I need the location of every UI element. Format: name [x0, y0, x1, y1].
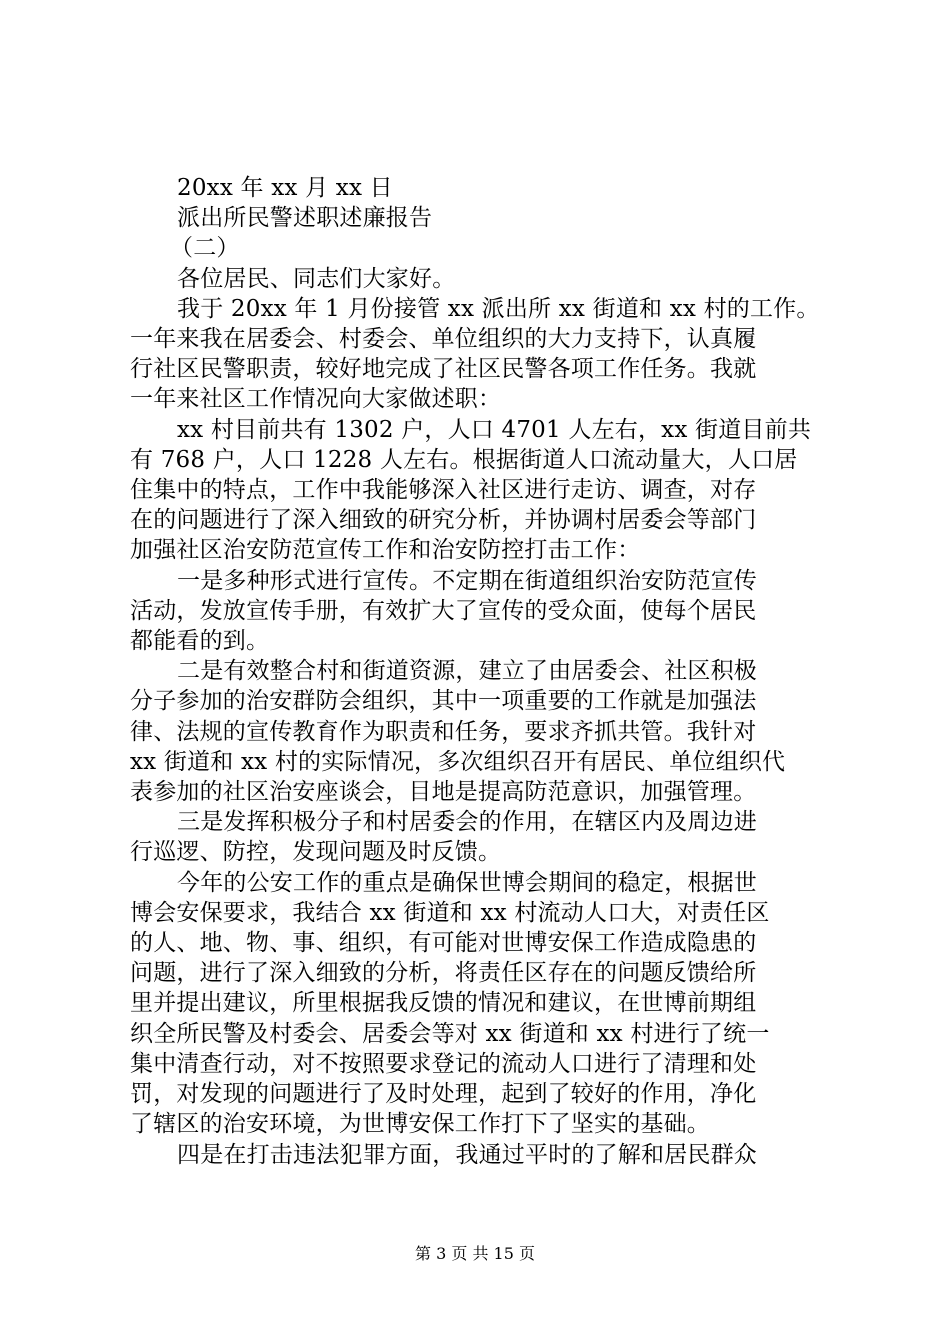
paragraph-line: 在的问题进行了深入细致的研究分析，并协调村居委会等部门: [130, 507, 757, 534]
paragraph-line: xx 街道和 xx 村的实际情况，多次组织召开有居民、单位组织代: [130, 748, 786, 775]
paragraph-line: xx 村目前共有 1302 户，人口 4701 人左右，xx 街道目前共: [177, 416, 812, 443]
paragraph-line: 我于 20xx 年 1 月份接管 xx 派出所 xx 街道和 xx 村的工作。: [177, 295, 820, 322]
paragraph-line: 三是发挥积极分子和村居委会的作用，在辖区内及周边进: [177, 809, 757, 836]
paragraph-line: 都能看的到。: [130, 628, 270, 655]
date-line: 20xx 年 xx 月 xx 日: [177, 175, 393, 201]
page-number-footer: 第 3 页 共 15 页: [415, 1244, 535, 1263]
paragraph-line: 律、法规的宣传教育作为职责和任务，要求齐抓共管。我针对: [130, 718, 757, 745]
paragraph-line: 一年来我在居委会、村委会、单位组织的大力支持下，认真履: [130, 326, 757, 353]
paragraph-line: 活动，发放宣传手册，有效扩大了宣传的受众面，使每个居民: [130, 597, 757, 624]
paragraph-line: 分子参加的治安群防会组织，其中一项重要的工作就是加强法: [130, 688, 757, 715]
paragraph-line: 问题，进行了深入细致的分析，将责任区存在的问题反馈给所: [130, 960, 757, 987]
document-title: 派出所民警述职述廉报告: [177, 205, 433, 232]
paragraph-line: 里并提出建议，所里根据我反馈的情况和建议，在世博前期组: [130, 990, 757, 1017]
paragraph-line: 今年的公安工作的重点是确保世博会期间的稳定，根据世: [177, 869, 757, 896]
paragraph-line: 集中清查行动，对不按照要求登记的流动人口进行了清理和处: [130, 1050, 757, 1077]
paragraph-line: 住集中的特点，工作中我能够深入社区进行走访、调查，对存: [130, 477, 757, 504]
document-body: [130, 173, 819, 1170]
paragraph-line: 加强社区治安防范宣传工作和治安防控打击工作：: [130, 537, 641, 564]
paragraph-line: 罚，对发现的问题进行了及时处理，起到了较好的作用，净化: [130, 1081, 757, 1108]
paragraph-line: 行巡逻、防控，发现问题及时反馈。: [130, 839, 502, 866]
paragraph-line: 了辖区的治安环境，为世博安保工作打下了坚实的基础。: [130, 1111, 710, 1138]
paragraph-line: 织全所民警及村委会、居委会等对 xx 街道和 xx 村进行了统一: [130, 1020, 770, 1047]
paragraph-line: 博会安保要求，我结合 xx 街道和 xx 村流动人口大，对责任区: [130, 899, 770, 926]
greeting-line: 各位居民、同志们大家好。: [177, 265, 456, 292]
section-number: （二）: [170, 235, 240, 262]
paragraph-line: 行社区民警职责，较好地完成了社区民警各项工作任务。我就: [130, 356, 757, 383]
paragraph-line: 二是有效整合村和街道资源，建立了由居委会、社区积极: [177, 658, 757, 685]
paragraph-line: 一是多种形式进行宣传。不定期在街道组织治安防范宣传: [177, 567, 757, 594]
paragraph-line: 表参加的社区治安座谈会，目地是提高防范意识，加强管理。: [130, 779, 757, 806]
paragraph-line: 的人、地、物、事、组织，有可能对世博安保工作造成隐患的: [130, 930, 757, 957]
paragraph-line: 一年来社区工作情况向大家做述职：: [130, 386, 502, 413]
paragraph-line: 有 768 户，人口 1228 人左右。根据街道人口流动量大，人口居: [130, 446, 798, 473]
paragraph-line: 四是在打击违法犯罪方面，我通过平时的了解和居民群众: [177, 1141, 757, 1168]
